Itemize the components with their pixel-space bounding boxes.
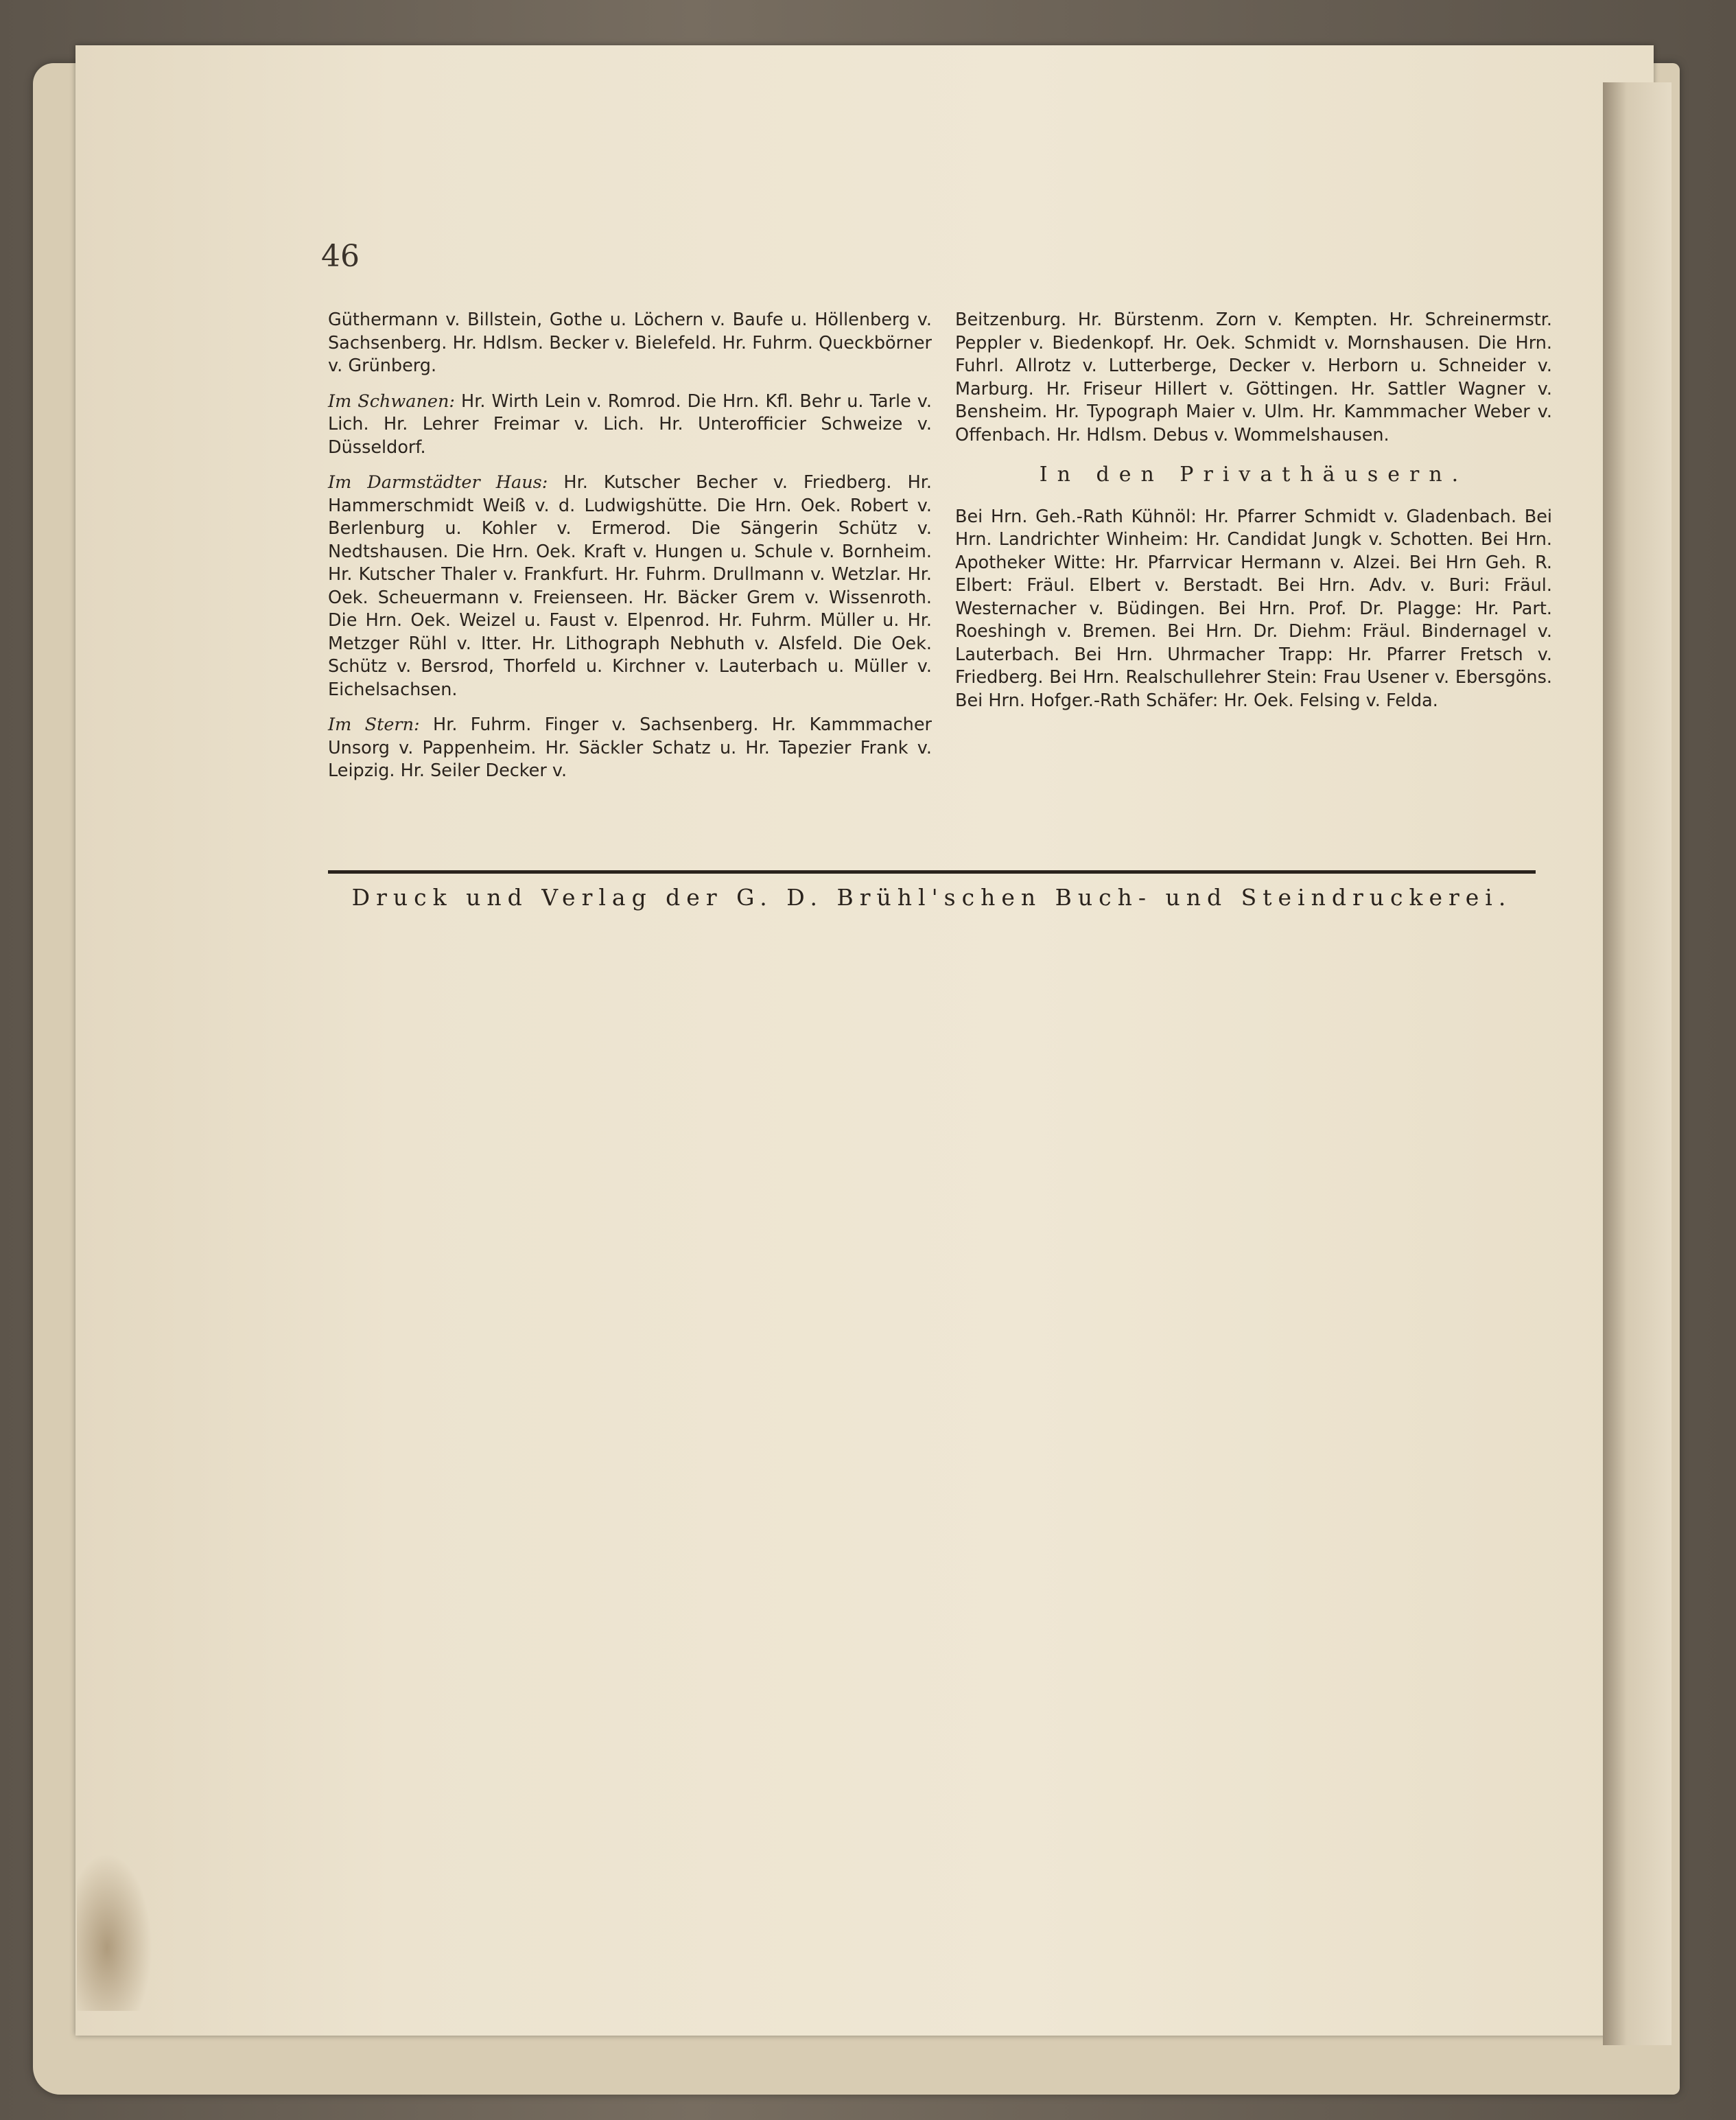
entry-text: Hr. Wirth Lein v. Romrod. Die Hrn. Kfl. Behr u. Tarle v. Lich. Hr. Lehrer Freimar v. Lich. Hr. Unterofficier Schweize v. Düsseldorf. <box>328 391 932 458</box>
entry-lead: Im Schwanen: <box>328 391 455 412</box>
private-houses-text: Bei Hrn. Geh.-Rath Kühnöl: Hr. Pfarrer Schmidt v. Gladenbach. Bei Hrn. Landrichter Winheim: Hr. Candidat Jungk v. Schotten. Bei Hrn. Apotheker Witte: Hr. Pfarrvicar Hermann v. Alzei. Bei Hrn Geh. R. Elbert: Fräul. Elbert v. Berstadt. Bei Hrn. Adv. v. Buri: Fräul. Westernacher v. Büdingen. Bei Hrn. Prof. Dr. Plagge: Hr. Part. Roeshingh v. Bremen. Bei Hrn. Dr. Diehm: Fräul. Bindernagel v. Lauterbach. Bei Hrn. Uhrmacher Trapp: Hr. Pfarrer Fretsch v. Friedberg. Bei Hrn. Realschullehrer Stein: Frau Usener v. Ebersgöns. Bei Hrn. Hofger.-Rath Schäfer: Hr. Oek. Felsing v. Felda. <box>955 506 1552 711</box>
right-column <box>955 309 1552 725</box>
entry-paragraph <box>328 471 932 701</box>
entry-text: Hr. Fuhrm. Finger v. Sachsenberg. Hr. Kammmacher Unsorg v. Pappenheim. Hr. Säckler Schatz u. Hr. Tapezier Frank v. Leipzig. Hr. Seiler Decker v. <box>328 714 932 781</box>
entry-lead: Im Stern: <box>328 714 420 735</box>
divider-rule <box>328 870 1536 874</box>
page-number: 46 <box>321 239 360 274</box>
entry-paragraph <box>328 309 932 378</box>
section-heading: In den Privathäusern. <box>1039 463 1468 487</box>
printer-imprint: Druck und Verlag der G. D. Brühl'schen Buch- und Steindruckerei. <box>351 884 1512 911</box>
book-spine <box>1603 82 1672 2045</box>
hotel-continuation: Beitzenburg. Hr. Bürstenm. Zorn v. Kempten. Hr. Schreinermstr. Peppler v. Biedenkopf. Hr. Oek. Schmidt v. Mornshausen. Die Hrn. Fuhrl. Allrotz v. Lutterberge, Decker v. Herborn u. Schneider v. Marburg. Hr. Friseur Hillert v. Göttingen. Hr. Sattler Wagner v. Bensheim. Hr. Typograph Maier v. Ulm. Hr. Kammmacher Weber v. Offenbach. Hr. Hdlsm. Debus v. Wommelshausen. <box>955 310 1552 445</box>
entry-text: Hr. Kutscher Becher v. Friedberg. Hr. Hammerschmidt Weiß v. d. Ludwigshütte. Die Hrn. Oek. Robert v. Berlenburg u. Kohler v. Ermerod. Die Sängerin Schütz v. Nedtshausen. Die Hrn. Oek. Kraft v. Hungen u. Schule v. Bornheim. Hr. Kutscher Thaler v. Frankfurt. Hr. Fuhrm. Drullmann v. Wetzlar. Hr. Oek. Scheuermann v. Freienseen. Hr. Bäcker Grem v. Wissenroth. Die Hrn. Oek. Weizel u. Faust v. Elpenrod. Hr. Fuhrm. Müller u. Hr. Metzger Rühl v. Itter. Hr. Lithograph Nebhuth v. Alsfeld. Die Oek. Schütz v. Bersrod, Thorfeld u. Kirchner v. Lauterbach u. Müller v. Eichelsachsen. <box>328 472 932 700</box>
entry-lead: Im Darmstädter Haus: <box>328 472 548 493</box>
water-stain <box>77 1853 152 2011</box>
entry-paragraph <box>328 391 932 460</box>
entry-paragraph <box>328 714 932 783</box>
left-column <box>328 309 932 795</box>
entry-text: Güthermann v. Billstein, Gothe u. Löchern v. Baufe u. Höllenberg v. Sachsenberg. Hr. Hdlsm. Becker v. Bielefeld. Hr. Fuhrm. Queckbörner v. Grünberg. <box>328 310 932 376</box>
